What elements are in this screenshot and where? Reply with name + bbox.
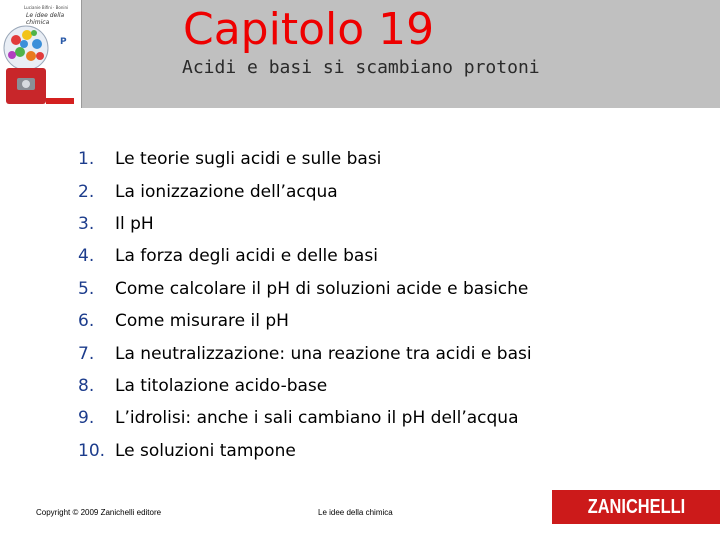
toc-label: La neutralizzazione: una reazione tra acidi e basi: [115, 343, 532, 364]
toc-item[interactable]: [78, 208, 532, 240]
toc-label: La ionizzazione dell’acqua: [115, 181, 338, 202]
toc-number: 10.: [78, 440, 106, 461]
toc-number: 8.: [78, 375, 95, 396]
toc-label: Le soluzioni tampone: [115, 440, 296, 461]
logo-text: ZANICHELLI: [587, 495, 685, 518]
toc-number: 7.: [78, 343, 95, 364]
toc-label: Le teorie sugli acidi e sulle basi: [115, 149, 382, 170]
slide-subtitle: Acidi e basi si scambiano protoni: [182, 57, 540, 78]
toc-item[interactable]: [78, 435, 532, 467]
toc-number: 6.: [78, 311, 95, 332]
book-cover-image: [0, 0, 81, 108]
zanichelli-logo: [552, 490, 720, 524]
toc-number: 3.: [78, 213, 95, 234]
toc-label: L’idrolisi: anche i sali cambiano il pH dell’acqua: [115, 408, 519, 429]
toc-number: 1.: [78, 149, 95, 170]
toc-number: 5.: [78, 278, 95, 299]
book-name-footer: Le idee della chimica: [318, 508, 393, 517]
toc-label: Il pH: [115, 213, 154, 234]
toc-item[interactable]: [78, 402, 532, 434]
toc-item[interactable]: [78, 370, 532, 402]
toc-label: La titolazione acido-base: [115, 375, 328, 396]
toc-label: Come misurare il pH: [115, 311, 289, 332]
table-of-contents: [78, 143, 532, 467]
toc-item[interactable]: [78, 273, 532, 305]
toc-label: Come calcolare il pH di soluzioni acide e basiche: [115, 278, 529, 299]
copyright-notice: Copyright © 2009 Zanichelli editore: [36, 508, 162, 517]
toc-number: 4.: [78, 246, 95, 267]
book-cover-title: Le idee della chimica: [26, 12, 65, 26]
toc-label: La forza degli acidi e delle basi: [115, 246, 378, 267]
toc-item[interactable]: [78, 175, 532, 207]
slide-title: Capitolo 19: [183, 4, 435, 55]
publisher-mark-icon: P: [60, 37, 67, 47]
toc-item[interactable]: [78, 143, 532, 175]
toc-number: 2.: [78, 181, 95, 202]
header-band: [0, 0, 720, 108]
toc-item[interactable]: [78, 240, 532, 272]
toc-number: 9.: [78, 408, 95, 429]
toc-item[interactable]: [78, 305, 532, 337]
toc-item[interactable]: [78, 337, 532, 369]
book-cover-authors: Lucianie Bifini · Bonini: [24, 5, 69, 10]
